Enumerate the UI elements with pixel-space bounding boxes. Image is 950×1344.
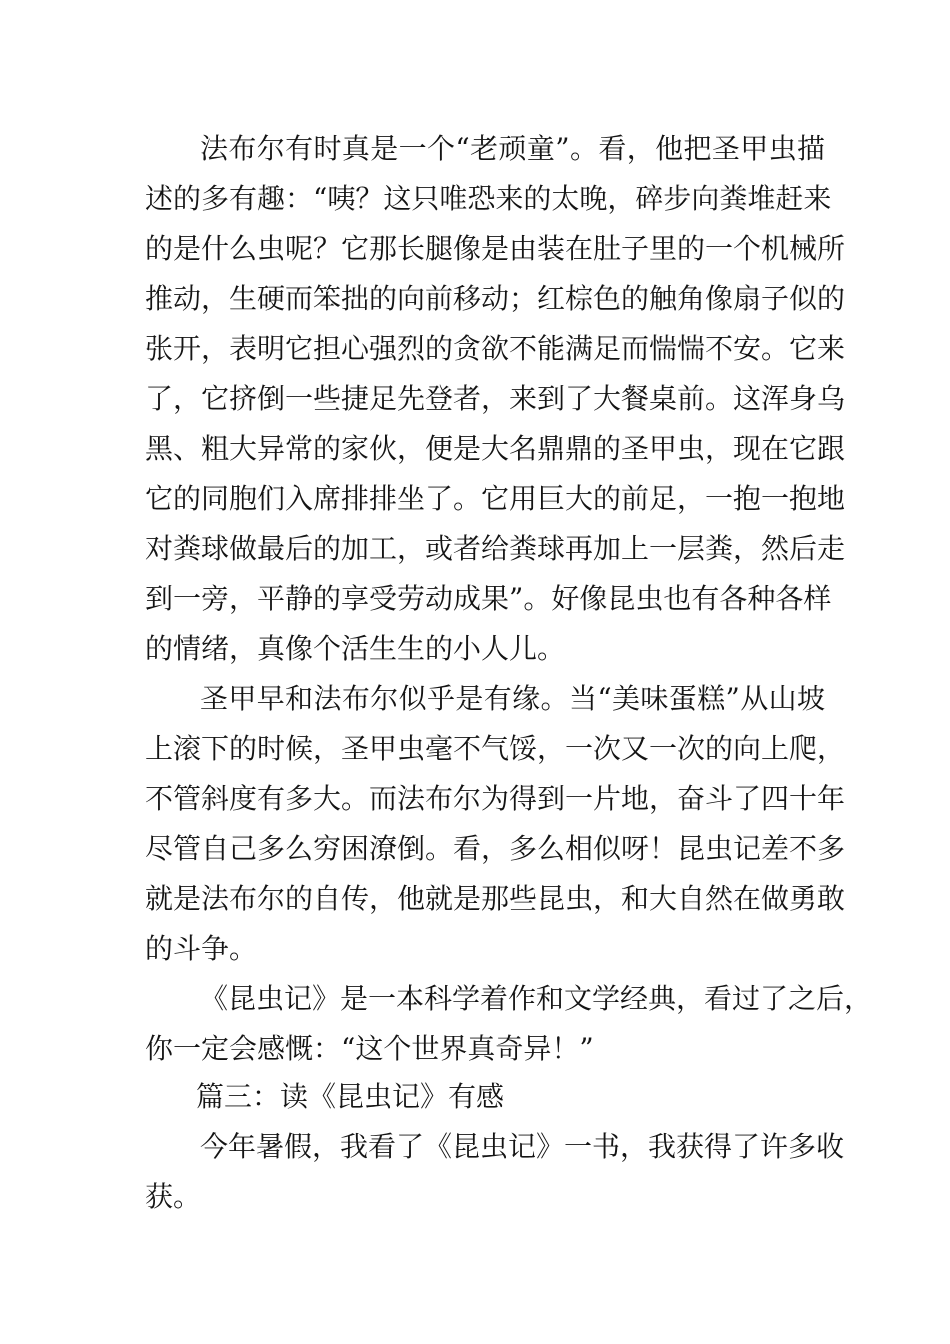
- text-line: 它的同胞们入席排排坐了。它用巨大的前足，一抱一抱地: [145, 482, 846, 515]
- text-line: 尽管自己多么穷困潦倒。看，多么相似呀！昆虫记差不多: [145, 832, 846, 865]
- text-line: 的是什么虫呢？它那长腿像是由装在肚子里的一个机械所: [145, 232, 846, 265]
- text-line: 了，它挤倒一些捷足先登者，来到了大餐桌前。这浑身乌: [145, 382, 846, 415]
- text-line: 的情绪，真像个活生生的小人儿。: [145, 632, 566, 665]
- text-line: 你一定会感慨：“这个世界真奇异！”: [145, 1032, 594, 1065]
- text-line: 就是法布尔的自传，他就是那些昆虫，和大自然在做勇敢: [145, 882, 846, 915]
- text-line: 今年暑假，我看了《昆虫记》一书，我获得了许多收: [200, 1130, 845, 1163]
- text-line: 述的多有趣：“咦？这只唯恐来的太晚，碎步向粪堆赶来: [145, 182, 832, 215]
- text-line: 不管斜度有多大。而法布尔为得到一片地，奋斗了四十年: [145, 782, 846, 815]
- text-line: 的斗争。: [145, 932, 258, 965]
- text-line: 张开，表明它担心强烈的贪欲不能满足而惴惴不安。它来: [145, 332, 846, 365]
- text-line: 法布尔有时真是一个“老顽童”。看，他把圣甲虫描: [200, 132, 825, 165]
- text-line: 到一旁，平静的享受劳动成果”。好像昆虫也有各种各样: [145, 582, 832, 615]
- text-line: 获。: [145, 1180, 202, 1213]
- text-line: 对粪球做最后的加工，或者给粪球再加上一层粪，然后走: [145, 532, 846, 565]
- text-line: 推动，生硬而笨拙的向前移动；红棕色的触角像扇子似的: [145, 282, 846, 315]
- text-line: 圣甲早和法布尔似乎是有缘。当“美味蛋糕”从山坡: [200, 682, 825, 715]
- text-line: 黑、粗大异常的家伙，便是大名鼎鼎的圣甲虫，现在它跟: [145, 432, 846, 465]
- text-line: 《昆虫记》是一本科学着作和文学经典，看过了之后，: [200, 982, 873, 1015]
- section-heading: 篇三：读《昆虫记》有感: [196, 1080, 505, 1113]
- text-line: 上滚下的时候，圣甲虫毫不气馁，一次又一次的向上爬，: [145, 732, 846, 765]
